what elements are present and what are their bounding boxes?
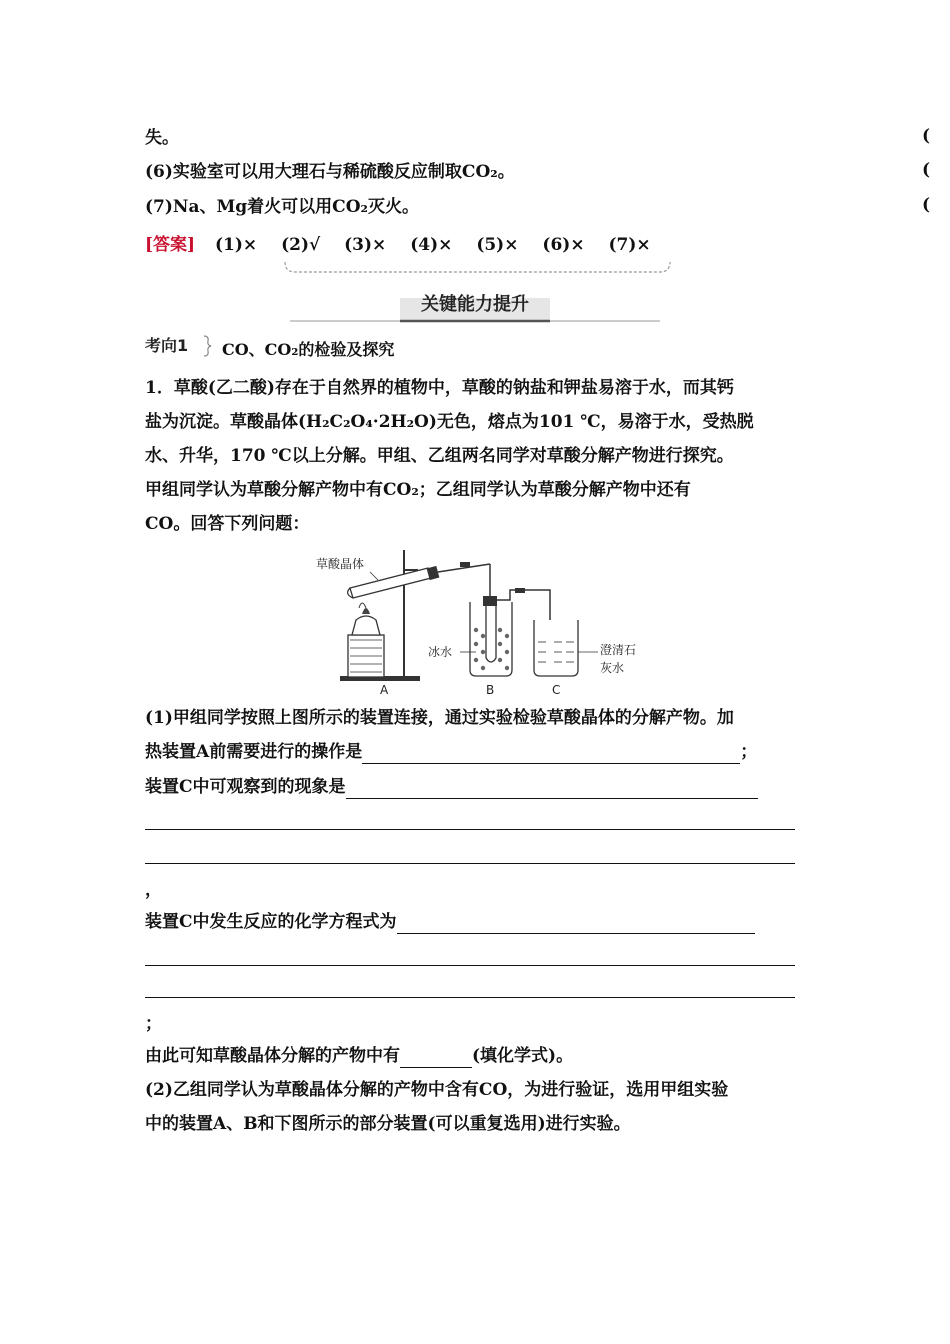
part2-line1: (2)乙组同学认为草酸晶体分解的产物中含有CO，为进行验证，选用甲组实验 bbox=[145, 1080, 729, 1100]
answer-row bbox=[145, 230, 669, 255]
answer-blank-operation[interactable] bbox=[362, 745, 740, 764]
answer-item: (1)× bbox=[215, 235, 258, 255]
label-crystal: 草酸晶体 bbox=[316, 557, 365, 571]
answer-paren-5: ( bbox=[922, 126, 931, 146]
answer-paren-7: ( bbox=[922, 195, 931, 215]
label-limewater-2: 灰水 bbox=[600, 661, 625, 675]
answer-item: (3)× bbox=[344, 235, 387, 255]
part2-line2: 中的装置A、B和下图所示的部分装置(可以重复选用)进行实验。 bbox=[145, 1114, 631, 1134]
part1-line5-prefix: 由此可知草酸晶体分解的产物中有 bbox=[145, 1046, 400, 1066]
answer-item: (2)√ bbox=[281, 235, 321, 255]
answer-item: (4)× bbox=[410, 235, 453, 255]
semicolon-mark: ； bbox=[145, 1014, 162, 1034]
answer-item: (6)× bbox=[542, 235, 585, 255]
label-c: C bbox=[552, 683, 561, 697]
comma-mark: ， bbox=[145, 880, 162, 900]
answer-blank-line[interactable] bbox=[145, 964, 795, 966]
answer-item: (7)× bbox=[608, 235, 651, 255]
answer-blank-line[interactable] bbox=[145, 862, 795, 864]
question-text-line: 盐为沉淀。草酸晶体(H₂C₂O₄·2H₂O)无色，熔点为101 ℃，易溶于水，受热脱 bbox=[145, 412, 754, 432]
part1-line3 bbox=[145, 775, 758, 799]
question-text-line: 1．草酸(乙二酸)存在于自然界的植物中，草酸的钠盐和钾盐易溶于水，而其钙 bbox=[145, 378, 734, 398]
kaoxiang-label: 考向1 bbox=[145, 336, 189, 355]
part1-line4 bbox=[145, 910, 755, 934]
part1-line5-suffix: (填化学式)。 bbox=[472, 1046, 574, 1066]
answer-item: (5)× bbox=[476, 235, 519, 255]
question-text-line: CO。回答下列问题： bbox=[145, 514, 310, 534]
part1-line2-suffix: ； bbox=[740, 742, 758, 762]
label-icewater: 冰水 bbox=[428, 645, 453, 659]
statement-6: (6)实验室可以用大理石与稀硫酸反应制取CO₂。 bbox=[145, 162, 515, 182]
part1-line3-prefix: 装置C中可观察到的现象是 bbox=[145, 777, 346, 797]
answer-blank-line[interactable] bbox=[145, 828, 795, 830]
section-title: 关键能力提升 bbox=[421, 294, 529, 315]
kaoxiang-title: CO、CO₂的检验及探究 bbox=[222, 340, 395, 359]
answer-blank-equation[interactable] bbox=[397, 915, 755, 934]
statement-7: (7)Na、Mg着火可以用CO₂灭火。 bbox=[145, 197, 419, 217]
label-a: A bbox=[380, 683, 389, 697]
brace-icon bbox=[200, 334, 214, 358]
part1-line2 bbox=[145, 740, 757, 764]
part1-line2-prefix: 热装置A前需要进行的操作是 bbox=[145, 742, 363, 762]
answer-divider bbox=[280, 260, 675, 278]
answer-blank-line[interactable] bbox=[145, 996, 795, 998]
part1-line1: (1)甲组同学按照上图所示的装置连接，通过实验检验草酸晶体的分解产物。加 bbox=[145, 708, 734, 728]
part1-line4-prefix: 装置C中发生反应的化学方程式为 bbox=[145, 912, 397, 932]
question-text-line: 水、升华，170 ℃以上分解。甲组、乙组两名同学对草酸分解产物进行探究。 bbox=[145, 446, 734, 466]
label-b: B bbox=[486, 683, 495, 697]
text-line-shi: 失。 bbox=[145, 128, 179, 148]
answer-blank-phenomenon[interactable] bbox=[346, 780, 758, 799]
question-text-line: 甲组同学认为草酸分解产物中有CO₂；乙组同学认为草酸分解产物中还有 bbox=[145, 480, 691, 500]
apparatus-figure bbox=[300, 540, 660, 700]
label-limewater-1: 澄清石 bbox=[600, 643, 637, 657]
answer-blank-products[interactable] bbox=[400, 1049, 472, 1068]
answer-paren-6: ( bbox=[922, 160, 931, 180]
part1-line5 bbox=[145, 1044, 573, 1068]
answer-label: [答案] bbox=[145, 235, 196, 255]
